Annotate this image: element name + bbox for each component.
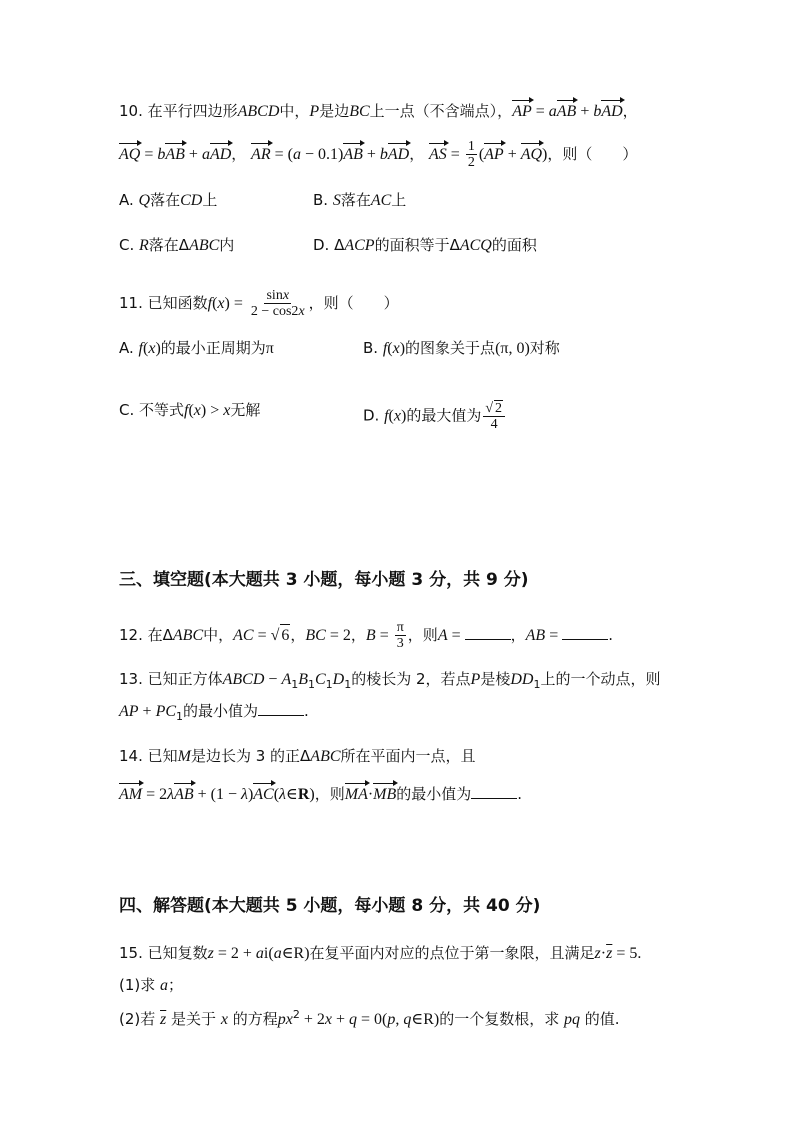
- q12-blank-1[interactable]: [465, 625, 511, 640]
- q11-option-d: D. f(x)的最大值为 $\frac{√ 2}{4}$: [363, 400, 507, 432]
- q11-option-b: B. f(x)的图象关于点(π, 0)对称: [363, 339, 560, 357]
- section-4-heading: 四、解答题(本大题共 5 小题，每小题 8 分，共 40 分): [119, 896, 541, 916]
- q14-line2: AM = 2λAB + (1 − λ)AC(λ∈R)，则MA·MB的最小值为 .: [119, 783, 522, 806]
- q15-part2: (2)若 $\overline{z}$ 是关于 x 的方程$px^2 + 2x + q = 0(p$, q∈R)的一个复数根，求 pq 的值.: [119, 1008, 620, 1028]
- q10-line1: 10. 在平行四边形ABCD中，P是边BC上一点（不含端点），AP = aAB + bAD，: [119, 100, 638, 123]
- q10-text-a: 10. 在平行四边形: [119, 102, 238, 120]
- q13-line2: AP + $PC_1$的最小值为 .: [119, 702, 309, 723]
- q10-option-b: B. S落在AC上: [313, 191, 407, 209]
- q11-option-c: C. 不等式f(x) > x无解: [119, 401, 261, 419]
- q15-stem: 15. 已知复数z = 2 + ai(a∈R)在复平面内对应的点位于第一象限，且满足$z\cdot\overline{z} = 5$.: [119, 944, 642, 962]
- q14-blank[interactable]: [471, 784, 517, 799]
- q13-line1: 13. 已知正方体ABCD − $A_1B_1C_1D_1$的棱长为 2，若点P是棱$DD_1$上的一个动点，则: [119, 670, 661, 691]
- q10-line2: AQ = bAB + aAD， AR = (a − 0.1)AB + bAD， AS = $\frac{1}{2}$ (AP + AQ)，则（ ）: [119, 139, 638, 170]
- q10-option-d: D. ΔACP的面积等于ΔACQ的面积: [313, 236, 537, 254]
- section-3-heading: 三、填空题(本大题共 3 小题，每小题 3 分，共 9 分): [119, 570, 529, 590]
- q10-option-a: A. Q落在CD上: [119, 191, 218, 209]
- q13-blank[interactable]: [258, 701, 304, 716]
- q11-stem: 11. 已知函数f(x) = $\frac{\sin x}{2 - \cos 2x}$ ，则（ ）: [119, 288, 399, 319]
- q11-option-a: A. f(x)的最小正周期为π: [119, 339, 274, 357]
- q12: 12. 在ΔABC中，AC = √ 6，BC = 2，B = $\frac{\pi}{3}$ ，则A = ，AB = .: [119, 620, 613, 651]
- q12-blank-2[interactable]: [562, 625, 608, 640]
- q14-line1: 14. 已知M是边长为 3 的正ΔABC所在平面内一点，且: [119, 747, 476, 765]
- q15-part1: (1)求 a；: [119, 976, 184, 994]
- q10-option-c: C. R落在ΔABC内: [119, 236, 235, 254]
